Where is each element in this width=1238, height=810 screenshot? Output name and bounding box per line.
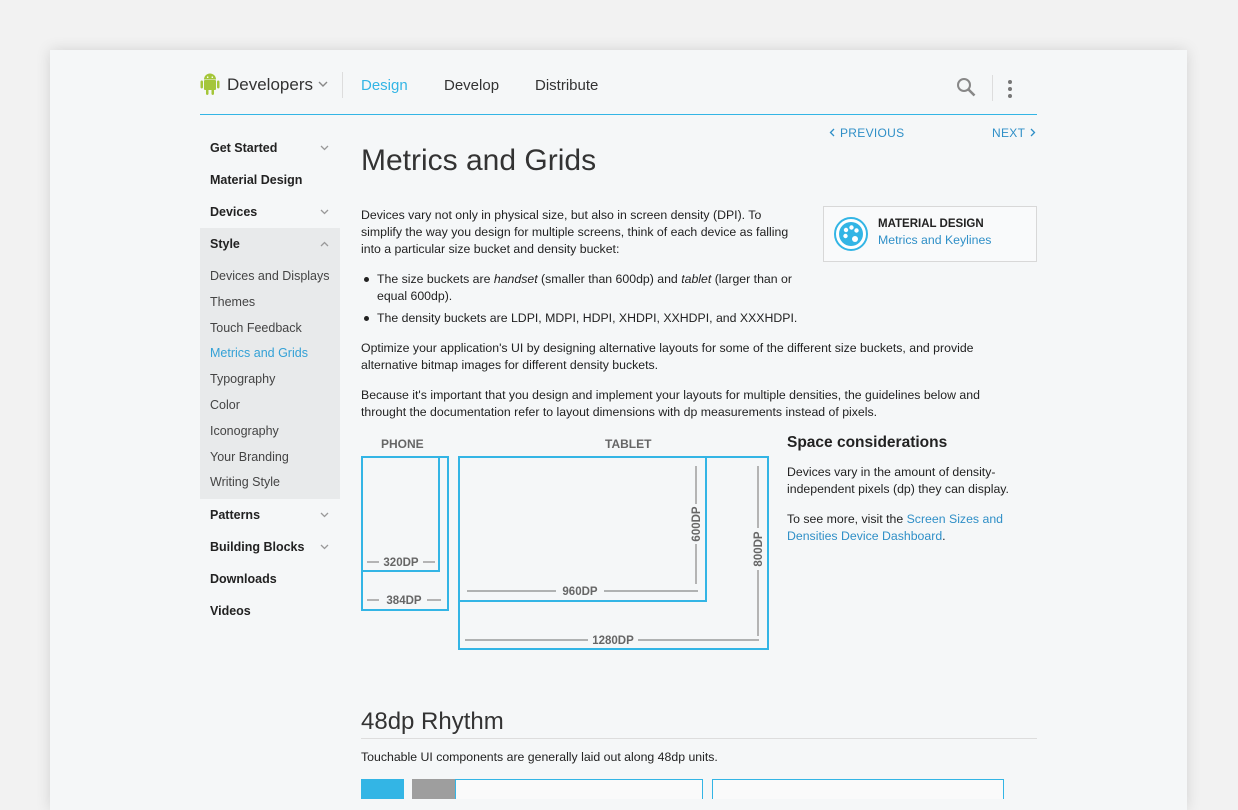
bullet-emphasis: handset: [493, 272, 538, 286]
sidebar-subitem-color[interactable]: Color: [210, 397, 240, 412]
space-paragraph: Devices vary in the amount of density-independent pixels (dp) they can display.: [787, 465, 1009, 496]
sidebar-item-building-blocks[interactable]: [200, 531, 340, 563]
list-item: [361, 310, 811, 327]
dim-320dp: 320DP: [383, 557, 419, 569]
tablet-label: TABLET: [605, 437, 652, 451]
next-label: NEXT: [992, 126, 1026, 140]
dashboard-link[interactable]: Screen Sizes and Densities Device Dashboard: [787, 512, 1003, 543]
search-icon[interactable]: [956, 77, 976, 97]
bullet-text: The density buckets are LDPI, MDPI, HDPI, XHDPI, XXHDPI, and XXXHDPI.: [377, 311, 798, 325]
chevron-down-icon: [320, 209, 329, 215]
sidebar-item-videos[interactable]: [200, 595, 340, 627]
sidebar-subitem-touch-feedback[interactable]: Touch Feedback: [210, 320, 302, 335]
dim-960dp: 960DP: [562, 586, 598, 598]
previous-label: PREVIOUS: [840, 126, 905, 140]
card-link[interactable]: Metrics and Keylines: [878, 233, 992, 247]
header-divider: [342, 72, 343, 98]
space-visit-paragraph: [787, 511, 1027, 545]
divider: [361, 738, 1037, 739]
sidebar-item-label: Downloads: [210, 572, 277, 587]
rhythm-paragraph: Touchable UI components are generally laid out along 48dp units.: [361, 750, 718, 764]
space-considerations-heading: Space considerations: [787, 434, 948, 451]
previous-link[interactable]: [829, 126, 904, 140]
sidebar-item-label: Videos: [210, 604, 251, 619]
top-header: [200, 70, 1037, 115]
sidebar-subitem-typography[interactable]: Typography: [210, 372, 276, 387]
bullet-text: The size buckets are: [377, 272, 494, 286]
sidebar-item-label: Material Design: [210, 173, 303, 187]
screen-size-diagram: [361, 456, 771, 652]
sidebar-item-patterns[interactable]: [200, 499, 340, 531]
rhythm-heading: 48dp Rhythm: [361, 708, 504, 735]
sidebar-item-label: Building Blocks: [210, 540, 305, 555]
chevron-down-icon: [320, 512, 329, 518]
sidebar-subitem-iconography[interactable]: Iconography: [210, 423, 279, 438]
chevron-down-icon: [320, 544, 329, 550]
rhythm-example-avatar: [412, 779, 455, 799]
phone-label: PHONE: [381, 437, 424, 451]
sidebar-subitem-devices-and-displays[interactable]: Devices and Displays: [210, 269, 330, 283]
header-divider-2: [992, 75, 993, 101]
chevron-down-icon: [320, 145, 329, 151]
sidebar-item-label: Style: [210, 237, 240, 251]
android-logo-icon[interactable]: [200, 72, 220, 96]
bullet-text: (smaller than 600dp) and: [537, 272, 682, 286]
chevron-up-icon: [320, 241, 329, 247]
dim-384dp: 384DP: [386, 595, 422, 607]
sidebar-item-get-started[interactable]: [200, 132, 340, 164]
sidebar-item-devices[interactable]: [200, 196, 340, 228]
rhythm-example-tile: [361, 779, 404, 799]
space-visit-suffix: .: [942, 529, 946, 543]
bullet-emphasis: tablet: [681, 272, 712, 286]
material-design-card[interactable]: [823, 206, 1037, 262]
sidebar-item-label: Patterns: [210, 508, 261, 523]
page-title: Metrics and Grids: [361, 144, 597, 177]
sidebar-item-material-design[interactable]: [200, 164, 340, 196]
chevron-down-icon[interactable]: [318, 81, 328, 88]
sidebar-item-downloads[interactable]: [200, 563, 340, 595]
bullet-text: (larger than or equal 600dp).: [377, 272, 792, 303]
palette-icon: [834, 217, 868, 251]
card-title: MATERIAL DESIGN: [878, 218, 984, 230]
list-item: [361, 271, 811, 305]
space-visit-text: To see more, visit the: [787, 512, 907, 526]
nav-distribute[interactable]: Distribute: [535, 77, 599, 94]
brand-name[interactable]: Developers: [227, 75, 313, 94]
sidebar-item-label: Devices: [210, 205, 258, 219]
chevron-left-icon: [829, 128, 835, 137]
rhythm-example-list-1: [455, 779, 703, 799]
dim-800dp: 800DP: [753, 531, 765, 567]
more-vert-icon[interactable]: [1007, 79, 1013, 99]
nav-design[interactable]: Design: [361, 77, 408, 94]
sidebar-nav: [200, 132, 340, 627]
rhythm-example-list-2: [712, 779, 1004, 799]
sidebar-subitem-your-branding[interactable]: Your Branding: [210, 449, 289, 464]
dim-600dp: 600DP: [691, 506, 703, 542]
dim-1280dp: 1280DP: [592, 635, 634, 647]
nav-develop[interactable]: Develop: [444, 77, 500, 94]
sidebar-subitem-themes[interactable]: Themes: [210, 294, 256, 309]
sidebar-item-style[interactable]: [200, 228, 340, 260]
intro-paragraph: Devices vary not only in physical size, but also in screen density (DPI). To simplify the way you design for multiple screens, think of each device as falling into a particular size bucket and density bucket:: [361, 208, 789, 256]
sidebar-subitem-metrics-and-grids[interactable]: Metrics and Grids: [210, 346, 308, 361]
sidebar-item-label: Get Started: [210, 141, 278, 155]
paragraph-densities: Because it's important that you design and implement your layouts for multiple densities, the guidelines below and throught the documentation refer to layout dimensions with dp measurements instead of pixels.: [361, 388, 980, 419]
bullet-list: [361, 271, 811, 332]
sidebar-subitem-writing-style[interactable]: Writing Style: [210, 475, 280, 490]
chevron-right-icon: [1030, 128, 1036, 137]
paragraph-optimize: Optimize your application's UI by designing alternative layouts for some of the different size buckets, and provide alternative bitmap images for different density buckets.: [361, 341, 974, 372]
sidebar-style-submenu: [200, 260, 340, 499]
next-link[interactable]: [992, 126, 1036, 140]
